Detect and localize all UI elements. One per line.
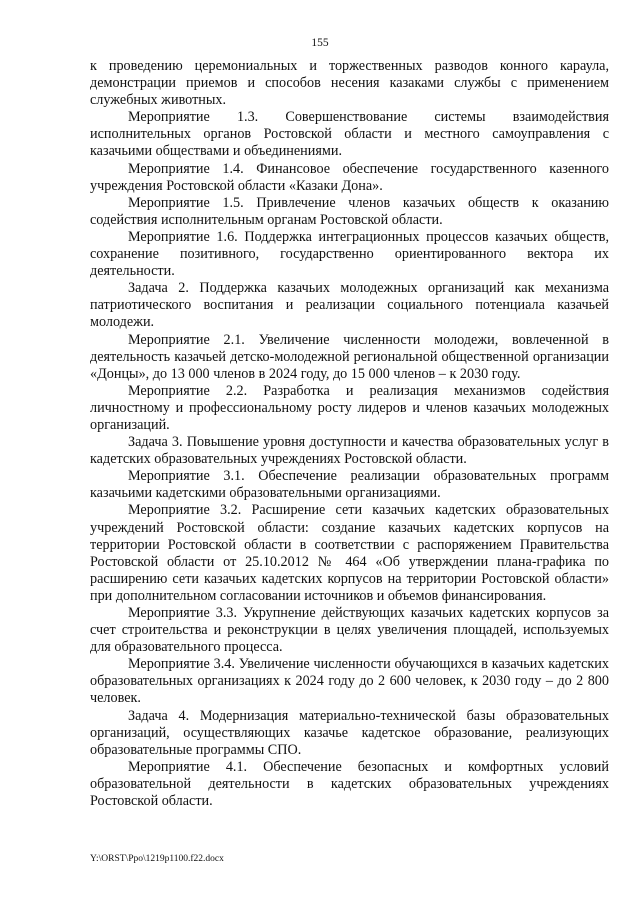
paragraph-measure-1-6: Мероприятие 1.6. Поддержка интеграционных процессов казачьих обществ, сохранение позитивного, государственно ориентированного вектора их деятельности. [90, 228, 609, 280]
paragraph-task-4: Задача 4. Модернизация материально-технической базы образовательных организаций, осуществляющих казачье кадетское образование, реализующих образовательные программы СПО. [90, 707, 609, 758]
document-body [90, 58, 609, 810]
paragraph-measure-4-1: Мероприятие 4.1. Обеспечение безопасных и комфортных условий образовательной деятельности в кадетских образовательных учреждениях Ростовской области. [90, 758, 609, 810]
paragraph-task-2: Задача 2. Поддержка казачьих молодежных организаций как механизма патриотического воспитания и реализации социального потенциала казачьей молодежи. [90, 280, 609, 331]
paragraph-measure-2-2: Мероприятие 2.2. Разработка и реализация механизмов содействия личностному и профессиональному росту лидеров и членов казачьих молодежных организаций. [90, 382, 609, 433]
paragraph-continuation: к проведению церемониальных и торжественных разводов конного караула, демонстрации приемов и способов несения казаками службы с применением служебных животных. [90, 58, 609, 109]
paragraph-measure-2-1: Мероприятие 2.1. Увеличение численности молодежи, вовлеченной в деятельность казачьей детско-молодежной региональной общественной организации «Донцы», до 13 000 членов в 2024 году, до 15 000 членов – к 2030 году. [90, 331, 609, 382]
paragraph-measure-1-3: Мероприятие 1.3. Совершенствование системы взаимодействия исполнительных органов Ростовской области и местного самоуправления с казачьими обществами и объединениями. [90, 109, 609, 160]
paragraph-measure-3-1: Мероприятие 3.1. Обеспечение реализации образовательных программ казачьими кадетскими образовательными организациями. [90, 468, 609, 502]
paragraph-measure-3-4: Мероприятие 3.4. Увеличение численности обучающихся в казачьих кадетских образовательных организациях к 2024 году до 2 600 человек, к 2030 году – до 2 800 человек. [90, 656, 609, 707]
paragraph-measure-3-3: Мероприятие 3.3. Укрупнение действующих казачьих кадетских корпусов за счет строительства и реконструкции в целях увеличения площадей, используемых для образовательного процесса. [90, 605, 609, 656]
page-number: 155 [311, 37, 329, 49]
paragraph-measure-1-5: Мероприятие 1.5. Привлечение членов казачьих обществ к оказанию содействия исполнительным органам Ростовской области. [90, 194, 609, 228]
paragraph-task-3: Задача 3. Повышение уровня доступности и качества образовательных услуг в кадетских образовательных учреждениях Ростовской области. [90, 434, 609, 468]
file-path-footer: Y:\ORST\Ppo\1219p1100.f22.docx [90, 854, 224, 864]
paragraph-measure-3-2: Мероприятие 3.2. Расширение сети казачьих кадетских образовательных учреждений Ростовской области: создание казачьих кадетских корпусов на территории Ростовской области в соответствии с распоряжением Правительства Ростовской области от 25.10.2012 № 464 «Об утверждении плана-графика по расширению сети казачьих кадетских корпусов на территории Ростовской области» при дополнительном согласовании источников и объемов финансирования. [90, 502, 609, 604]
paragraph-measure-1-4: Мероприятие 1.4. Финансовое обеспечение государственного казенного учреждения Ростовской области «Казаки Дона». [90, 160, 609, 194]
